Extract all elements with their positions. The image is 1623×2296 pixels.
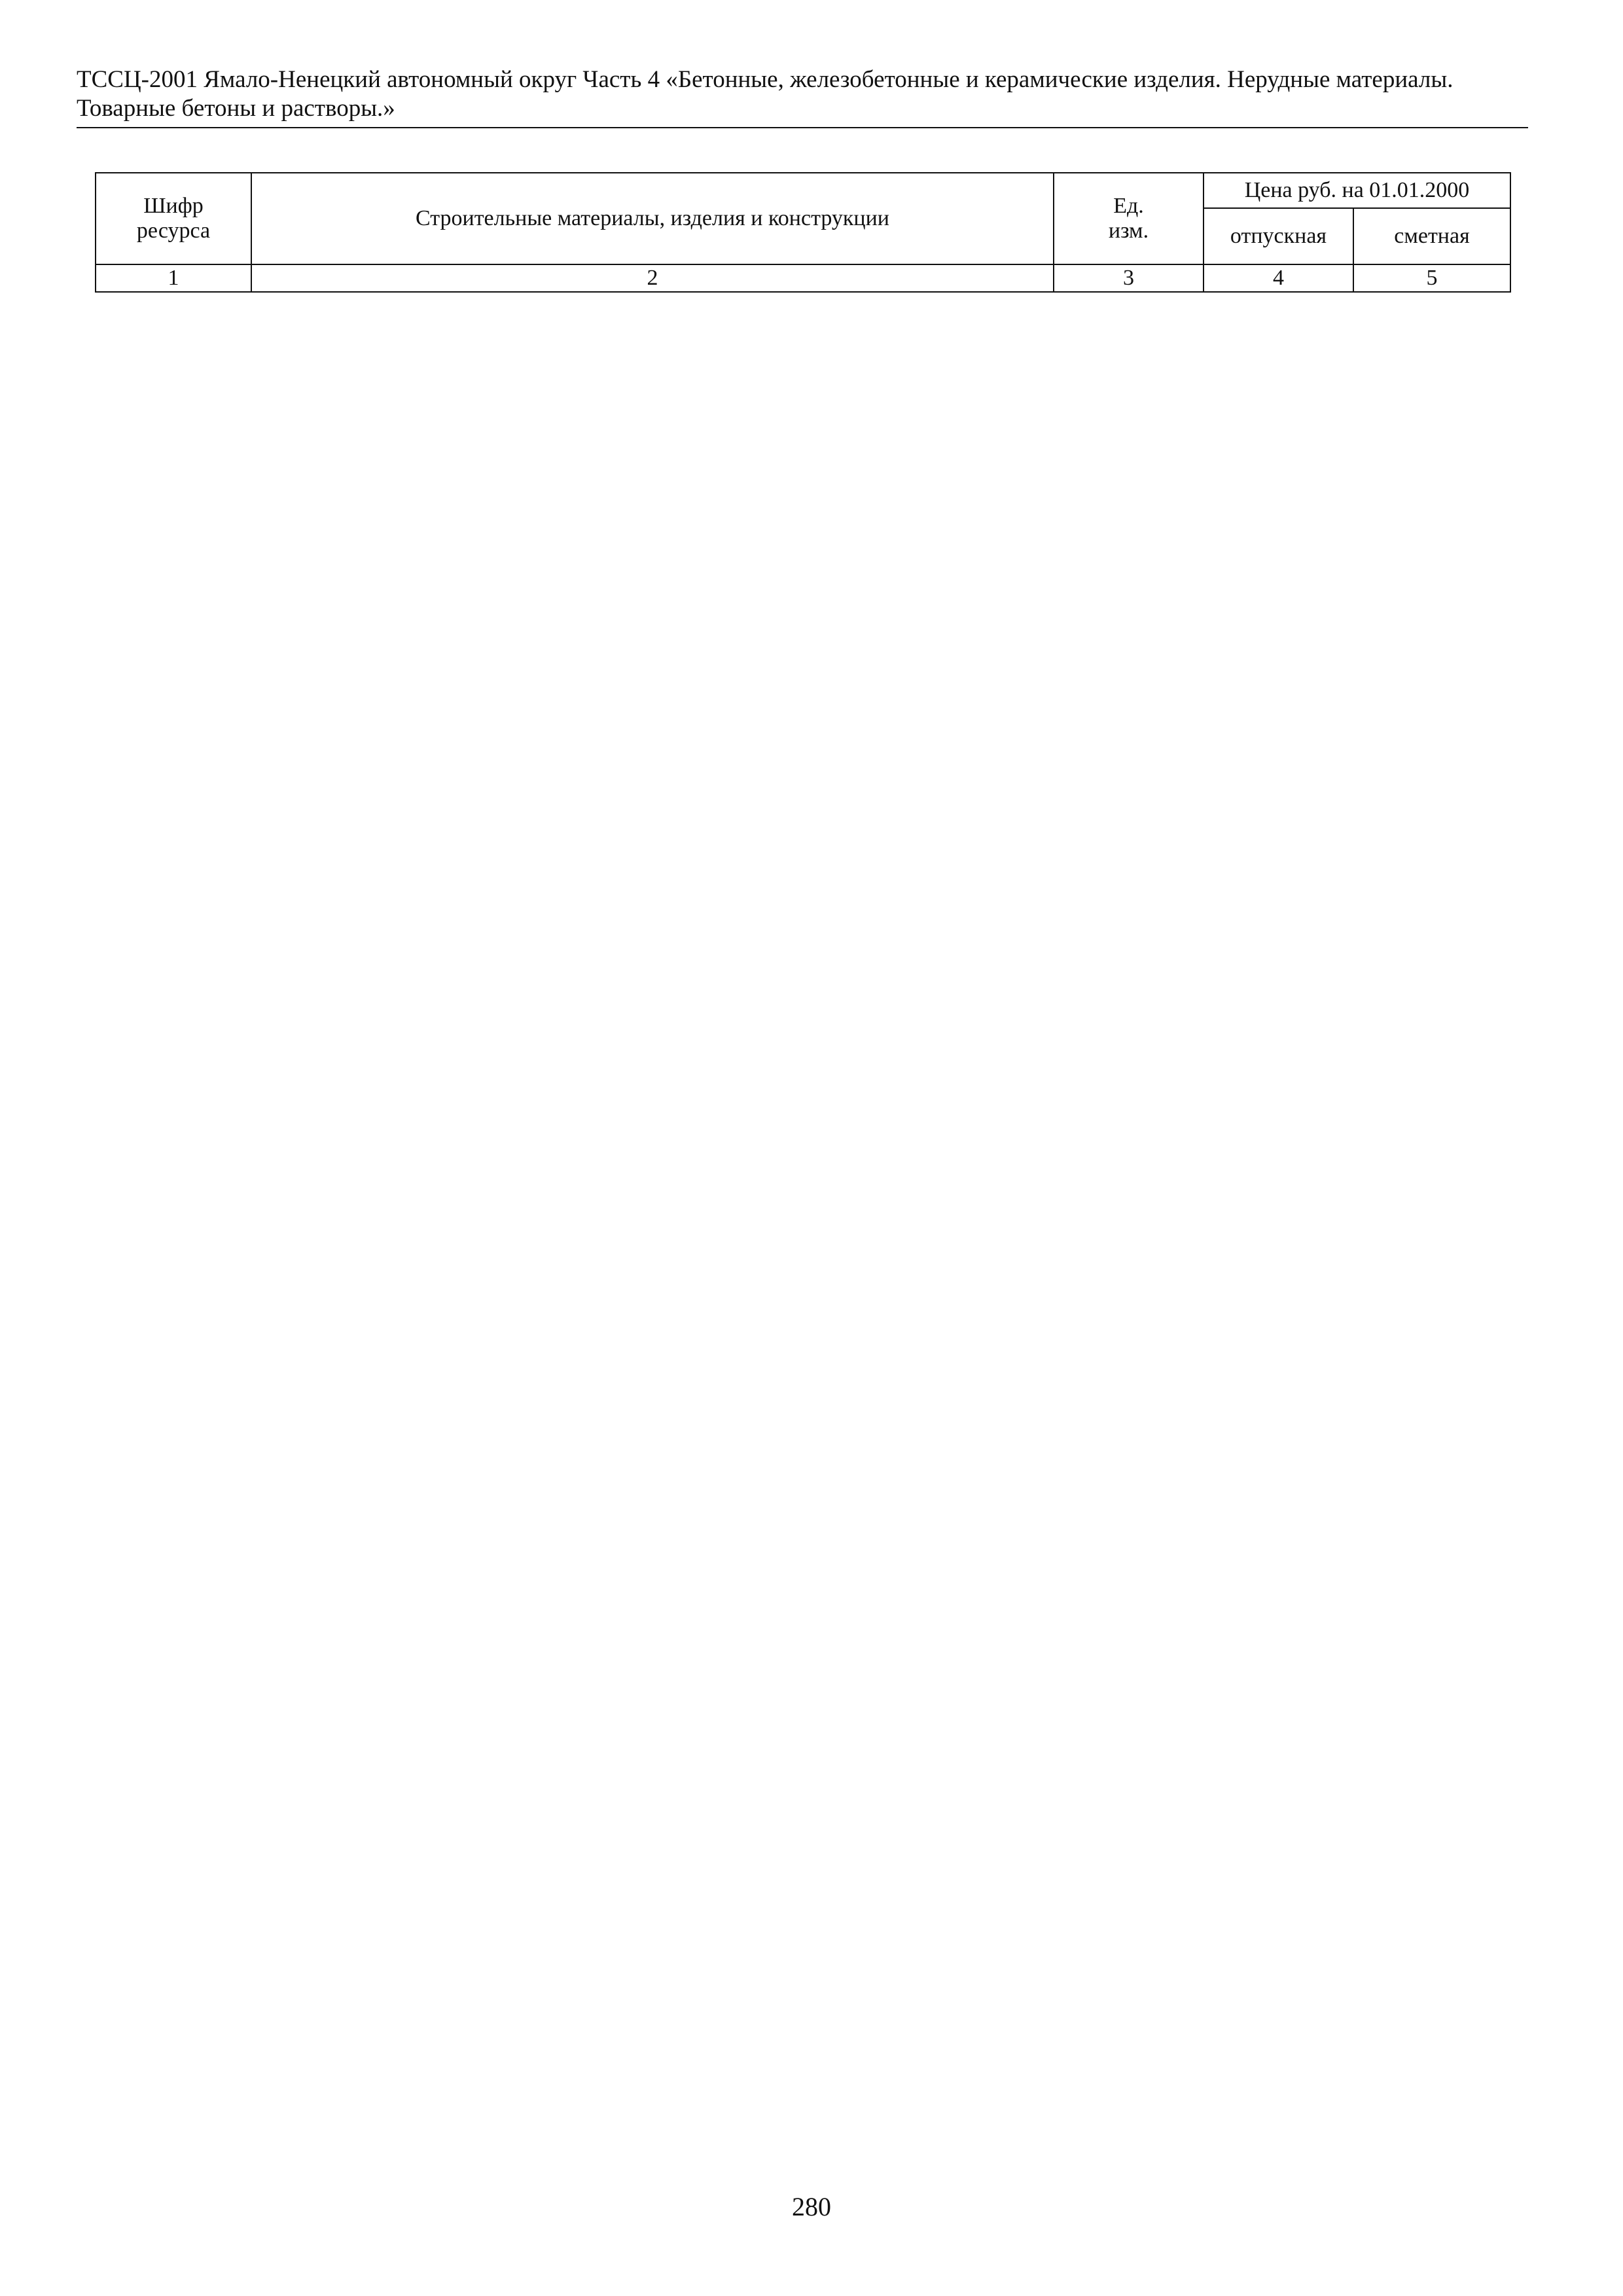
header-line-2: Товарные бетоны и растворы.»	[77, 95, 395, 122]
header-line-1: ТССЦ-2001 Ямало-Ненецкий автономный округ Часть 4 «Бетонные, железобетонные и керамические изделия. Нерудные материалы.	[77, 66, 1454, 93]
col-unit-header: Ед. изм.	[1054, 173, 1204, 264]
col-release-header: отпускная	[1204, 208, 1353, 264]
document-header	[77, 65, 1528, 128]
col-number-2: 2	[251, 264, 1054, 292]
col-price-header: Цена руб. на 01.01.2000	[1204, 173, 1510, 208]
col-code-header: Шифр ресурса	[96, 173, 251, 264]
col-number-3: 3	[1054, 264, 1204, 292]
page-number: 280	[792, 2192, 831, 2221]
col-number-1: 1	[96, 264, 251, 292]
col-name-header: Строительные материалы, изделия и конструкции	[251, 173, 1054, 264]
col-number-4: 4	[1204, 264, 1353, 292]
col-estimate-header: сметная	[1353, 208, 1510, 264]
price-table	[95, 172, 1511, 293]
col-number-5: 5	[1353, 264, 1510, 292]
